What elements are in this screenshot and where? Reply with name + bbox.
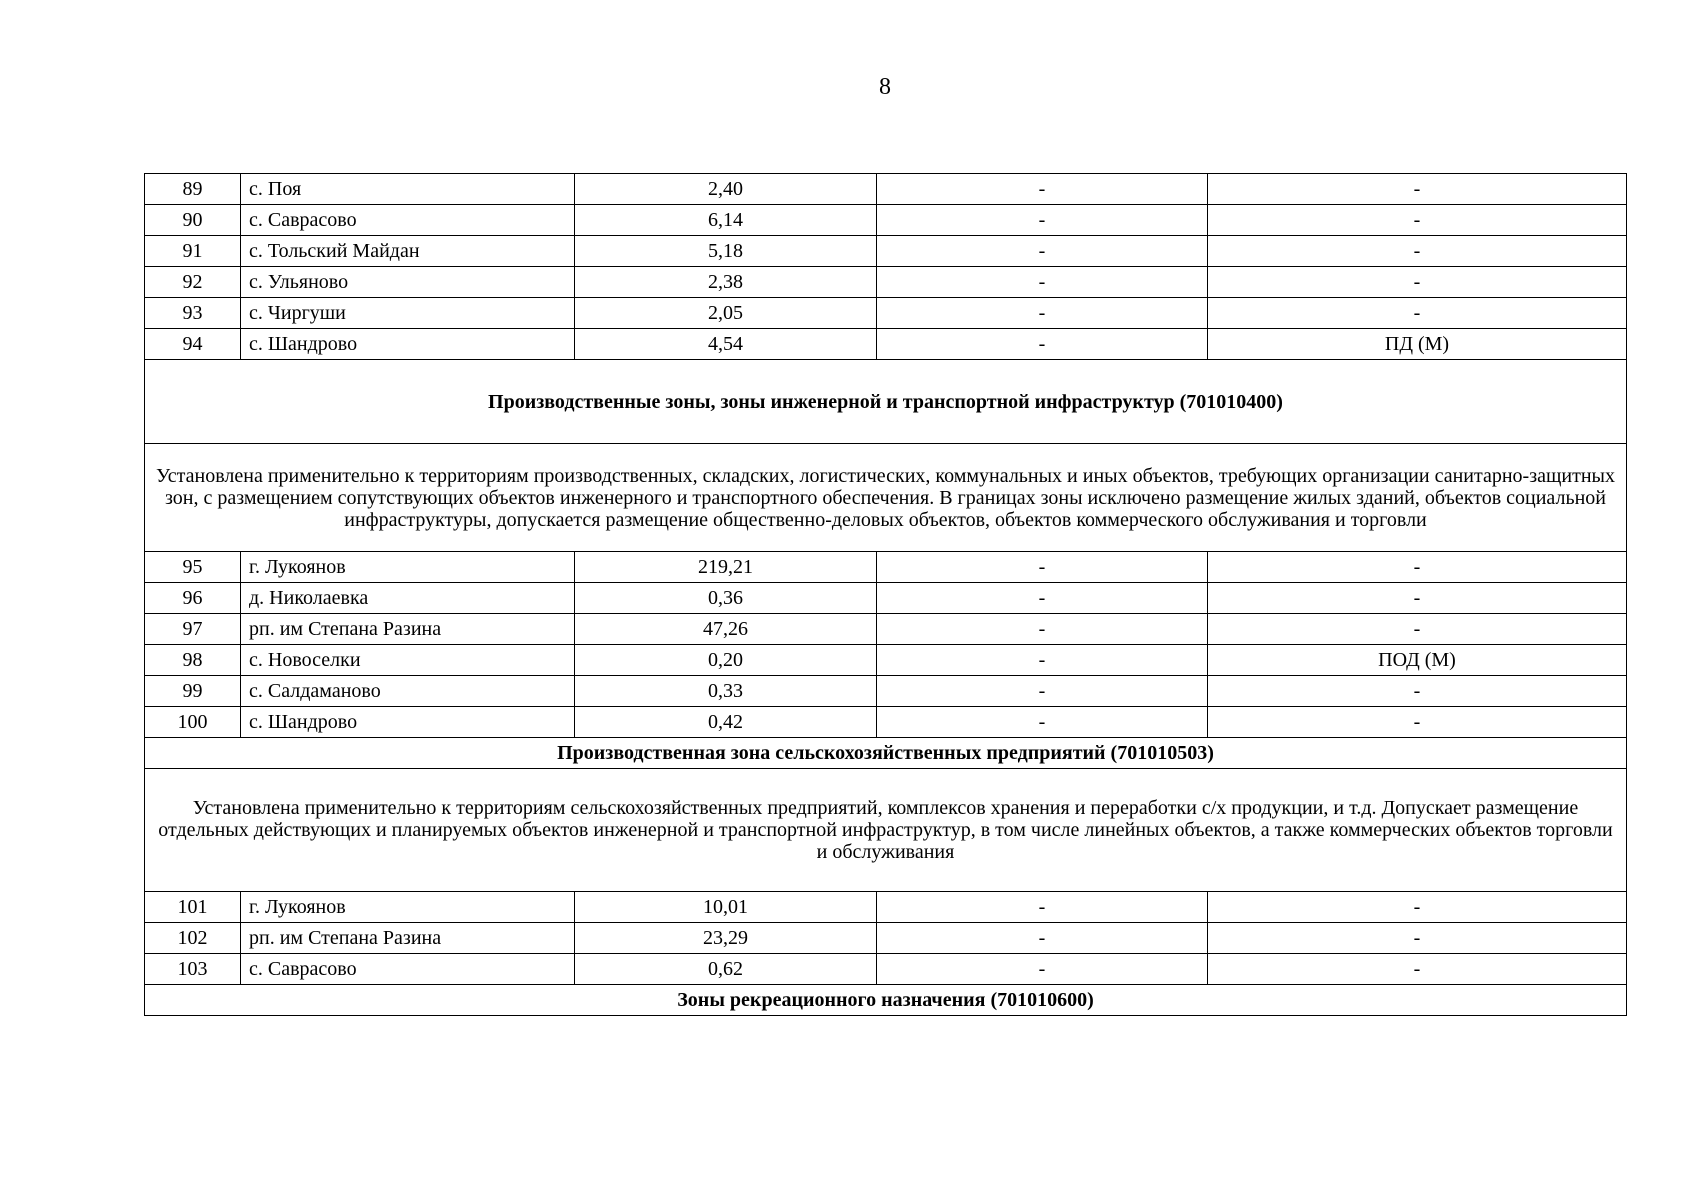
section-heading-recreation: Зоны рекреационного назначения (701010600): [145, 985, 1627, 1016]
settlement-name: с. Шандрово: [241, 707, 575, 738]
area-value: 2,38: [575, 267, 877, 298]
column4-value: -: [877, 676, 1208, 707]
area-value: 6,14: [575, 205, 877, 236]
column5-value: -: [1208, 174, 1627, 205]
settlement-name: с. Чиргуши: [241, 298, 575, 329]
table-row: [145, 552, 1627, 583]
settlement-name: с. Саврасово: [241, 205, 575, 236]
column4-value: -: [877, 329, 1208, 360]
row-number: 98: [145, 645, 241, 676]
zones-table: [144, 173, 1627, 1016]
section-description-agricultural: Установлена применительно к территориям сельскохозяйственных предприятий, комплексов хранения и переработки с/х продукции, и т.д. Допускает размещение отдельных действующих и планируемых объектов инженерной и транспортной инфраструктур, в том числе линейных объектов, а также коммерческих объектов торговли и обслуживания: [145, 769, 1627, 892]
area-value: 23,29: [575, 923, 877, 954]
section-heading-row: [145, 360, 1627, 444]
section-description-industrial: Установлена применительно к территориям производственных, складских, логистических, коммунальных и иных объектов, требующих организации санитарно-защитных зон, с размещением сопутствующих объектов инженерного и транспортного обеспечения. В границах зоны исключено размещение жилых зданий, объектов социальной инфраструктуры, допускается размещение общественно-деловых объектов, объектов коммерческого обслуживания и торговли: [145, 444, 1627, 552]
row-number: 92: [145, 267, 241, 298]
column4-value: -: [877, 174, 1208, 205]
section-description-row: [145, 769, 1627, 892]
row-number: 99: [145, 676, 241, 707]
column4-value: -: [877, 892, 1208, 923]
section-heading-agricultural: Производственная зона сельскохозяйственных предприятий (701010503): [145, 738, 1627, 769]
settlement-name: рп. им Степана Разина: [241, 614, 575, 645]
area-value: 2,40: [575, 174, 877, 205]
area-value: 0,36: [575, 583, 877, 614]
row-number: 100: [145, 707, 241, 738]
column5-value: -: [1208, 205, 1627, 236]
column4-value: -: [877, 954, 1208, 985]
table-row: [145, 923, 1627, 954]
row-number: 91: [145, 236, 241, 267]
settlement-name: г. Лукоянов: [241, 552, 575, 583]
column4-value: -: [877, 614, 1208, 645]
settlement-name: с. Тольский Майдан: [241, 236, 575, 267]
table-row: [145, 583, 1627, 614]
section-heading-industrial: Производственные зоны, зоны инженерной и транспортной инфраструктур (701010400): [145, 360, 1627, 444]
column5-value: -: [1208, 676, 1627, 707]
table-row: [145, 236, 1627, 267]
row-number: 95: [145, 552, 241, 583]
column5-value: -: [1208, 552, 1627, 583]
column4-value: -: [877, 583, 1208, 614]
area-value: 0,33: [575, 676, 877, 707]
row-number: 101: [145, 892, 241, 923]
table-row: [145, 707, 1627, 738]
table-row: [145, 614, 1627, 645]
row-number: 102: [145, 923, 241, 954]
row-number: 103: [145, 954, 241, 985]
column5-value: -: [1208, 298, 1627, 329]
area-value: 2,05: [575, 298, 877, 329]
area-value: 0,20: [575, 645, 877, 676]
column4-value: -: [877, 923, 1208, 954]
settlement-name: с. Шандрово: [241, 329, 575, 360]
column4-value: -: [877, 236, 1208, 267]
settlement-name: г. Лукоянов: [241, 892, 575, 923]
section-description-row: [145, 444, 1627, 552]
agricultural-section: [145, 738, 1627, 1016]
column5-value: -: [1208, 267, 1627, 298]
column5-value: -: [1208, 892, 1627, 923]
area-value: 5,18: [575, 236, 877, 267]
block1-body: [145, 174, 1627, 360]
area-value: 0,62: [575, 954, 877, 985]
row-number: 96: [145, 583, 241, 614]
row-number: 89: [145, 174, 241, 205]
column5-value: ПОД (М): [1208, 645, 1627, 676]
settlement-name: с. Саврасово: [241, 954, 575, 985]
area-value: 4,54: [575, 329, 877, 360]
settlement-name: с. Салдаманово: [241, 676, 575, 707]
table-row: [145, 892, 1627, 923]
column5-value: -: [1208, 707, 1627, 738]
table-row: [145, 205, 1627, 236]
section-heading-row: [145, 738, 1627, 769]
row-number: 94: [145, 329, 241, 360]
settlement-name: рп. им Степана Разина: [241, 923, 575, 954]
column5-value: -: [1208, 583, 1627, 614]
column5-value: -: [1208, 614, 1627, 645]
column4-value: -: [877, 205, 1208, 236]
column5-value: -: [1208, 954, 1627, 985]
column4-value: -: [877, 645, 1208, 676]
area-value: 47,26: [575, 614, 877, 645]
column4-value: -: [877, 267, 1208, 298]
settlement-name: д. Николаевка: [241, 583, 575, 614]
area-value: 219,21: [575, 552, 877, 583]
row-number: 93: [145, 298, 241, 329]
area-value: 10,01: [575, 892, 877, 923]
page-number: 8: [879, 74, 891, 100]
section-heading-row: [145, 985, 1627, 1016]
settlement-name: с. Новоселки: [241, 645, 575, 676]
column4-value: -: [877, 707, 1208, 738]
row-number: 97: [145, 614, 241, 645]
table-row: [145, 174, 1627, 205]
settlement-name: с. Поя: [241, 174, 575, 205]
area-value: 0,42: [575, 707, 877, 738]
column5-value: -: [1208, 236, 1627, 267]
table-row: [145, 267, 1627, 298]
settlement-name: с. Ульяново: [241, 267, 575, 298]
column4-value: -: [877, 552, 1208, 583]
table-row: [145, 298, 1627, 329]
table-row: [145, 954, 1627, 985]
table-row: [145, 329, 1627, 360]
column5-value: -: [1208, 923, 1627, 954]
column4-value: -: [877, 298, 1208, 329]
industrial-section: [145, 360, 1627, 738]
row-number: 90: [145, 205, 241, 236]
table-row: [145, 645, 1627, 676]
table-row: [145, 676, 1627, 707]
column5-value: ПД (М): [1208, 329, 1627, 360]
